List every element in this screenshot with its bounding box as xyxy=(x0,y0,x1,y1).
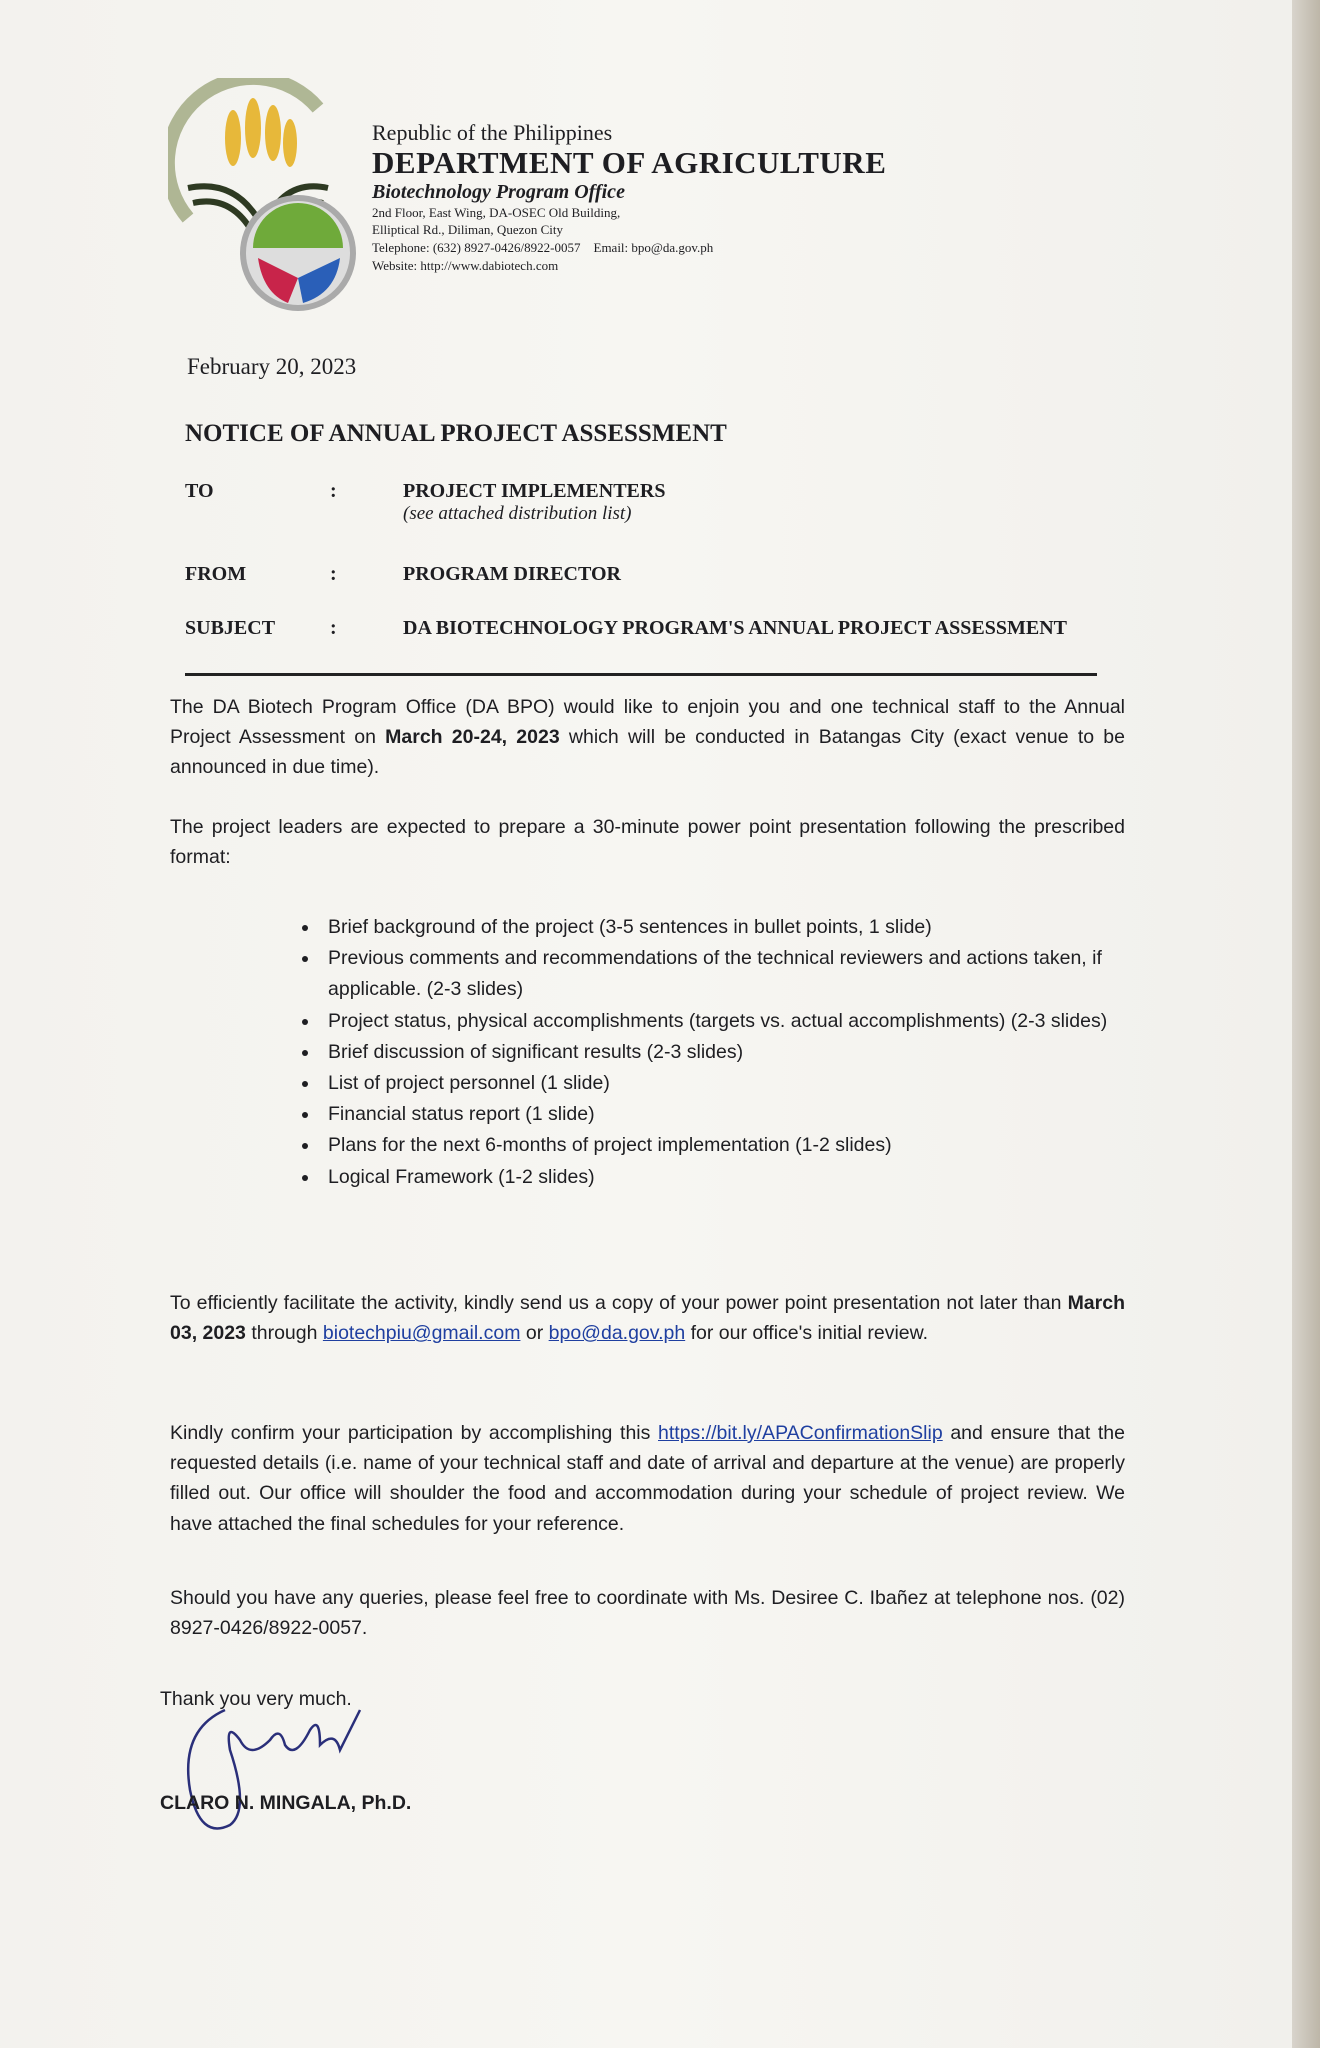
to-note: (see attached distribution list) xyxy=(403,503,632,524)
paragraph-queries: Should you have any queries, please feel free to coordinate with Ms. Desiree C. Ibañez at telephone nos. (02) 8927-0426/8922-0057. xyxy=(170,1587,1125,1640)
paragraph-format: The project leaders are expected to prepare a 30-minute power point presentation following the prescribed format: xyxy=(170,816,1125,869)
list-item: • Logical Framework (1-2 slides) xyxy=(320,1162,1155,1193)
to-value: PROJECT IMPLEMENTERS xyxy=(403,480,666,502)
deadline: March 03, 2023 xyxy=(170,1292,1125,1345)
notice-title: NOTICE OF ANNUAL PROJECT ASSESSMENT xyxy=(185,420,727,447)
colon: : xyxy=(330,480,337,502)
subject-value: DA BIOTECHNOLOGY PROGRAM'S ANNUAL PROJECT ASSESSMENT xyxy=(403,617,1068,639)
telephone: Telephone: (632) 8927-0426/8922-0057 xyxy=(372,240,581,256)
text: or xyxy=(520,1322,549,1345)
list-item: • Previous comments and recommendations of the technical reviewers and actions taken, if applicable. (2-3 slides) xyxy=(320,943,1155,1005)
text: Kindly confirm your participation by accomplishing this xyxy=(170,1422,659,1444)
email-link-bpo[interactable]: bpo@da.gov.ph xyxy=(548,1322,686,1345)
text: through xyxy=(245,1322,323,1345)
republic-text: Republic of the Philippines xyxy=(372,120,613,145)
to-label: TO xyxy=(185,480,214,502)
from-value: PROGRAM DIRECTOR xyxy=(403,563,621,585)
email: Email: bpo@da.gov.ph xyxy=(593,240,714,256)
closing: Thank you very much. xyxy=(160,1688,352,1710)
text: which will be conducted in Batangas City (exact venue to be announced in due time). xyxy=(170,726,1125,779)
letter-date: February 20, 2023 xyxy=(187,354,357,379)
subject-label: SUBJECT xyxy=(185,617,276,639)
format-list xyxy=(290,912,1155,1193)
text: To efficiently facilitate the activity, kindly send us a copy of your power point presentation not later than xyxy=(170,1292,1068,1314)
website: Website: http://www.dabiotech.com xyxy=(372,257,559,273)
address-line-2: Elliptical Rd., Diliman, Quezon City xyxy=(372,222,564,238)
list-item: • Project status, physical accomplishments (targets vs. actual accomplishments) (2-3 slides) xyxy=(320,1006,1155,1037)
signatory-name: CLARO N. MINGALA, Ph.D. xyxy=(160,1792,412,1814)
page-edge xyxy=(1292,0,1320,2048)
from-label: FROM xyxy=(185,563,247,585)
department-of-agriculture-seal-logo xyxy=(168,78,358,313)
letterhead xyxy=(372,120,886,274)
text: The DA Biotech Program Office (DA BPO) would like to enjoin you and one technical staff to the Annual Project Assessment on xyxy=(170,696,1125,749)
handwritten-signature xyxy=(170,1690,390,1840)
list-item: • List of project personnel (1 slide) xyxy=(320,1068,1155,1099)
office-name: Biotechnology Program Office xyxy=(372,180,625,203)
assessment-dates: March 20-24, 2023 xyxy=(385,726,560,749)
list-item: • Financial status report (1 slide) xyxy=(320,1099,1155,1130)
paragraph-invitation xyxy=(170,692,1125,783)
department-name: DEPARTMENT OF AGRICULTURE xyxy=(372,145,887,181)
paragraph-submission xyxy=(170,1288,1125,1348)
list-item: • Brief discussion of significant results (2-3 slides) xyxy=(320,1037,1155,1068)
list-item: • Plans for the next 6-months of project implementation (1-2 slides) xyxy=(320,1130,1155,1161)
colon: : xyxy=(330,563,337,585)
text: for our office's initial review. xyxy=(685,1322,929,1345)
paragraph-confirmation xyxy=(170,1418,1125,1539)
list-item: • Brief background of the project (3-5 sentences in bullet points, 1 slide) xyxy=(320,912,1155,943)
address-line-1: 2nd Floor, East Wing, DA-OSEC Old Building, xyxy=(372,204,621,220)
email-link-biotechpiu[interactable]: biotechpiu@gmail.com xyxy=(322,1322,521,1345)
text: and ensure that the requested details (i.e. name of your technical staff and date of arrival and departure at the venue) are properly filled out. Our office will shoulder the food and accommodation during your schedule of project review. We have attached the final schedules for your reference. xyxy=(170,1422,1126,1535)
divider xyxy=(185,673,1097,676)
colon: : xyxy=(330,617,337,639)
confirmation-slip-link[interactable]: https://bit.ly/APAConfirmationSlip xyxy=(658,1422,943,1444)
